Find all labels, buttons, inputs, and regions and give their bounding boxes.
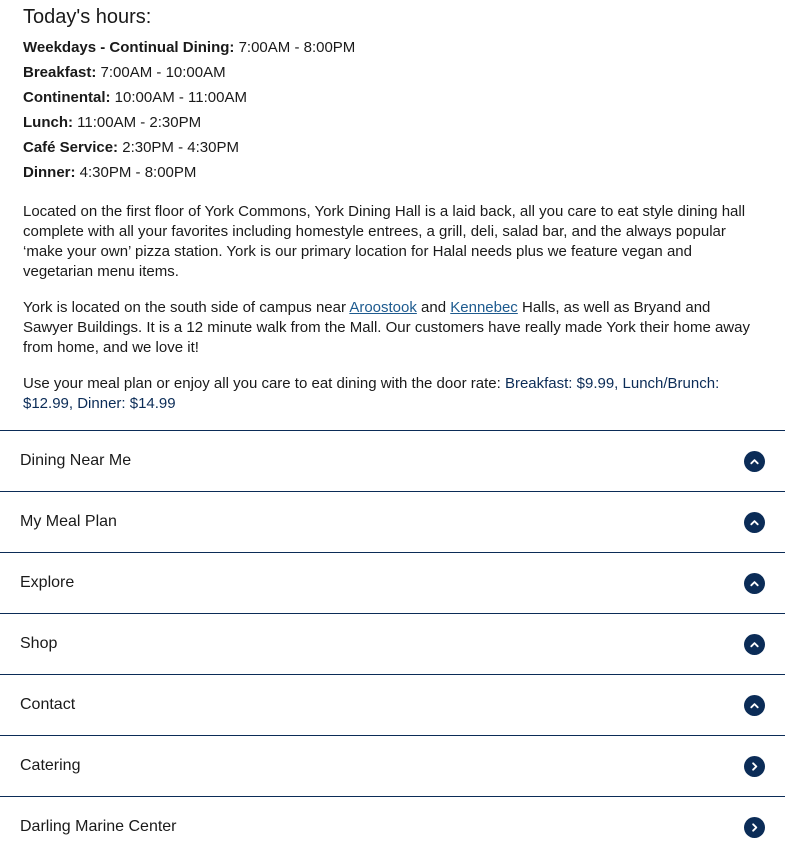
kennebec-link[interactable]: Kennebec <box>450 299 518 316</box>
location-paragraph <box>23 298 762 358</box>
chevron-up-icon[interactable] <box>744 451 765 472</box>
accordion-label: Catering <box>20 757 81 774</box>
accordion-label: My Meal Plan <box>20 513 117 530</box>
accordion-contact[interactable] <box>0 675 785 736</box>
hours-time: 4:30PM - 8:00PM <box>79 164 197 181</box>
chevron-right-icon[interactable] <box>744 817 765 838</box>
accordion-label: Shop <box>20 635 58 652</box>
hours-row-cafe <box>23 135 762 160</box>
chevron-up-icon[interactable] <box>744 634 765 655</box>
location-text-before: York is located on the south side of campus near <box>23 299 350 316</box>
accordion-shop[interactable] <box>0 614 785 675</box>
hours-label: Lunch: <box>23 114 73 131</box>
hours-time: 7:00AM - 8:00PM <box>238 39 356 56</box>
door-rate-prices: Breakfast: $9.99, Lunch/Brunch: $12.99, Dinner: $14.99 <box>23 375 720 412</box>
hours-label: Café Service: <box>23 139 119 156</box>
footer-accordion <box>0 430 785 849</box>
meal-plan-paragraph <box>23 374 762 414</box>
accordion-darling-marine-center[interactable] <box>0 797 785 849</box>
hours-time: 10:00AM - 11:00AM <box>114 89 247 106</box>
accordion-label: Contact <box>20 696 76 713</box>
hours-time: 11:00AM - 2:30PM <box>77 114 202 131</box>
chevron-right-icon[interactable] <box>744 756 765 777</box>
main-content <box>0 0 785 414</box>
accordion-label: Darling Marine Center <box>20 818 177 835</box>
hours-row-dinner <box>23 160 762 185</box>
location-text-after: Halls, as well as Bryand and Sawyer Buildings. It is a 12 minute walk from the Mall. Our customers have really made York their home away from home, and we love it! <box>23 299 750 356</box>
hours-row-continental <box>23 85 762 110</box>
chevron-up-icon[interactable] <box>744 512 765 533</box>
chevron-up-icon[interactable] <box>744 695 765 716</box>
accordion-explore[interactable] <box>0 553 785 614</box>
accordion-my-meal-plan[interactable] <box>0 492 785 553</box>
description-paragraph: Located on the first floor of York Commons, York Dining Hall is a laid back, all you care to eat style dining hall complete with all your favorites including homestyle entrees, a grill, deli, salad bar, and the always popular ‘make your own’ pizza station. York is our primary location for Halal needs plus we feature vegan and vegetarian menu items. <box>23 203 746 280</box>
meal-plan-text: Use your meal plan or enjoy all you care to eat dining with the door rate: <box>23 375 505 392</box>
accordion-label: Dining Near Me <box>20 452 132 469</box>
hours-label: Dinner: <box>23 164 76 181</box>
aroostook-link[interactable]: Aroostook <box>349 299 417 316</box>
accordion-label: Explore <box>20 574 75 591</box>
hours-time: 2:30PM - 4:30PM <box>122 139 239 156</box>
hours-label: Continental: <box>23 89 111 106</box>
hours-row-lunch <box>23 110 762 135</box>
hours-title: Today's hours: <box>23 6 152 28</box>
hours-block <box>23 5 762 185</box>
hours-row-breakfast <box>23 60 762 85</box>
accordion-dining-near-me[interactable] <box>0 431 785 492</box>
accordion-catering[interactable] <box>0 736 785 797</box>
hours-label: Weekdays - Continual Dining: <box>23 39 235 56</box>
hours-label: Breakfast: <box>23 64 97 81</box>
hours-time: 7:00AM - 10:00AM <box>100 64 226 81</box>
hours-row-weekdays <box>23 35 762 60</box>
chevron-up-icon[interactable] <box>744 573 765 594</box>
location-text-mid: and <box>416 299 451 316</box>
